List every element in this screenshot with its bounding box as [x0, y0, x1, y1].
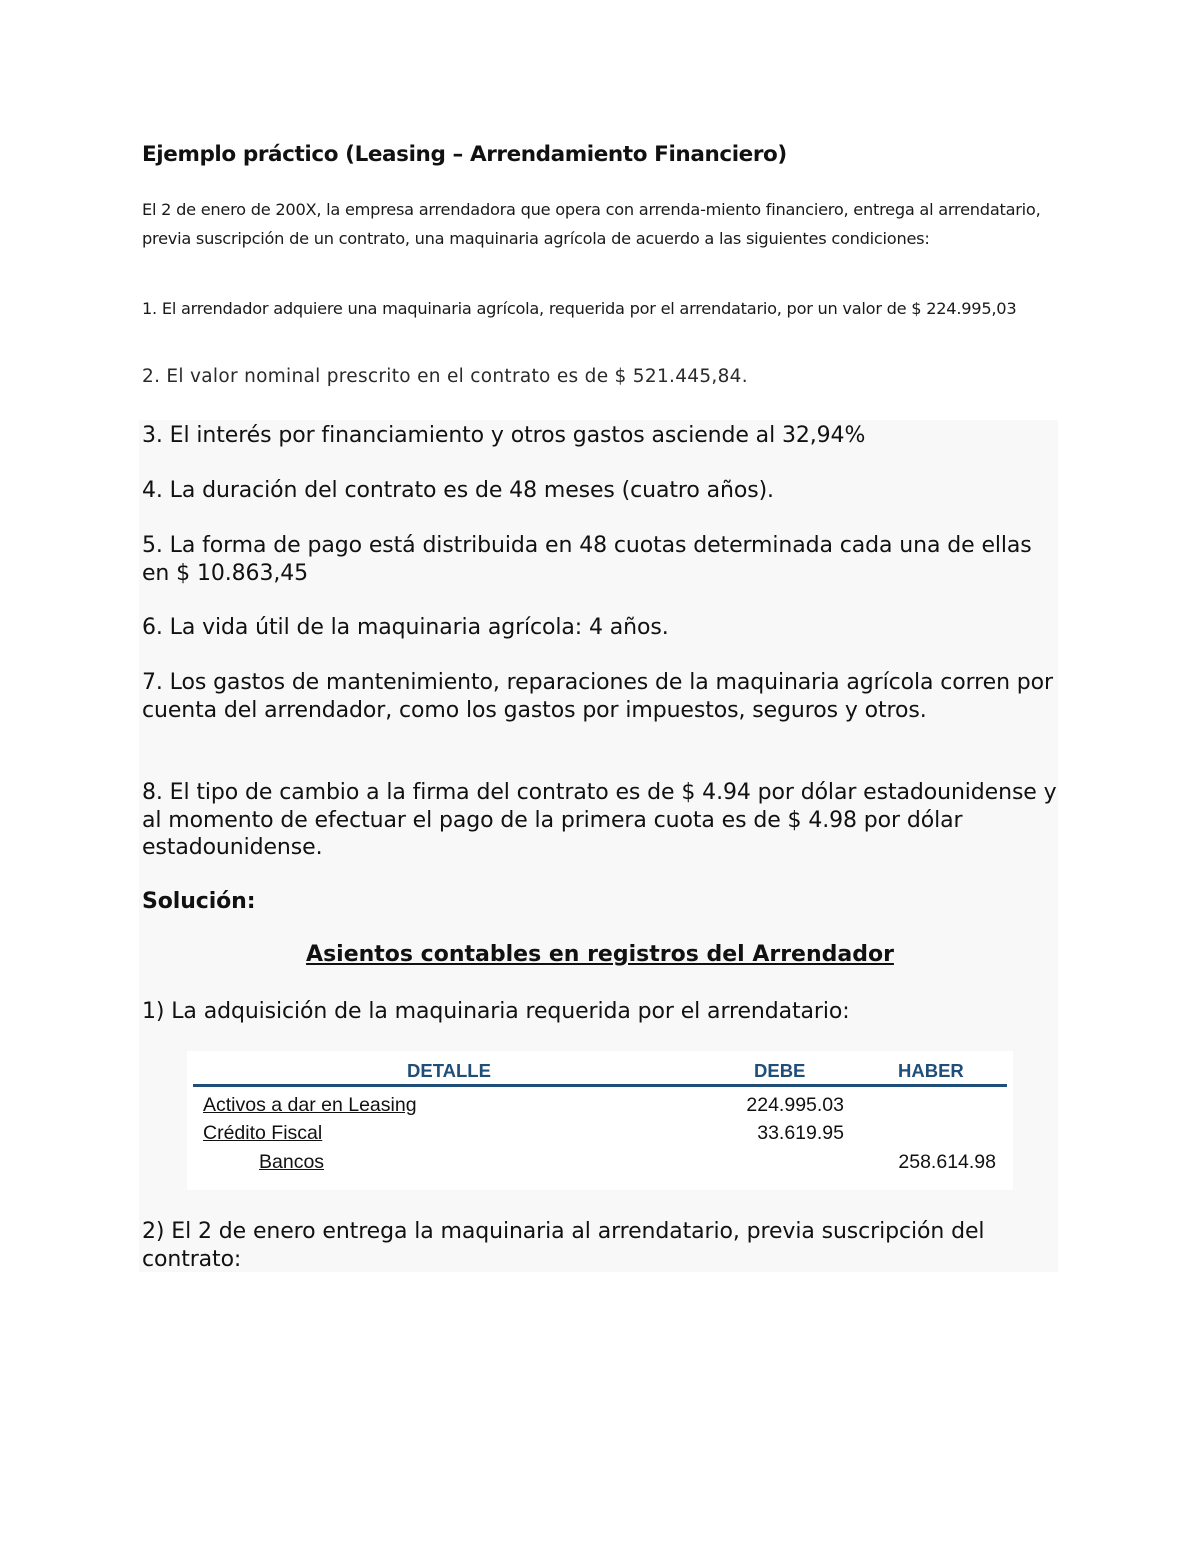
solution-label: Solución: [142, 889, 256, 914]
condition-7: 7. Los gastos de mantenimiento, reparaciones de la maquinaria agrícola corren por cuenta del arrendador, como los gastos por impuestos, seguros y otros. [142, 670, 1053, 723]
ledger-row-account: Activos a dar en Leasing [203, 1094, 417, 1116]
ledger-header-credit: HABER [898, 1060, 964, 1081]
condition-3: 3. El interés por financiamiento y otros gastos asciende al 32,94% [142, 423, 866, 448]
condition-5: 5. La forma de pago está distribuida en 48 cuotas determinada cada una de ellas en $ 10.863,45 [142, 533, 1032, 586]
ledger-row-account: Bancos [259, 1151, 325, 1173]
ledger-row-credit: 258.614.98 [898, 1151, 996, 1173]
step-2: 2) El 2 de enero entrega la maquinaria al arrendatario, previa suscripción del contrato: [142, 1219, 985, 1272]
condition-2: 2. El valor nominal prescrito en el contrato es de $ 521.445,84. [142, 366, 748, 387]
ledger-row-account: Crédito Fiscal [203, 1122, 323, 1144]
ledger-table [187, 1051, 1013, 1190]
ledger-header-detail: DETALLE [407, 1060, 491, 1081]
ledger-header-rule [193, 1084, 1007, 1087]
condition-1: 1. El arrendador adquiere una maquinaria agrícola, requerida por el arrendatario, por un valor de $ 224.995,03 [142, 299, 1017, 318]
ledger-row-debit: 33.619.95 [757, 1122, 844, 1144]
ledger-row-debit: 224.995.03 [746, 1094, 844, 1116]
document-title: Ejemplo práctico (Leasing – Arrendamiento Financiero) [142, 142, 787, 167]
step-1: 1) La adquisición de la maquinaria requerida por el arrendatario: [142, 999, 850, 1024]
condition-6: 6. La vida útil de la maquinaria agrícola: 4 años. [142, 615, 669, 640]
condition-4: 4. La duración del contrato es de 48 meses (cuatro años). [142, 478, 774, 503]
intro-paragraph: El 2 de enero de 200X, la empresa arrendadora que opera con arrenda-miento financiero, entrega al arrendatario, previa suscripción de un contrato, una maquinaria agrícola de acuerdo a las siguientes condiciones: [142, 200, 1041, 248]
ledger-header-debit: DEBE [754, 1060, 806, 1081]
condition-8: 8. El tipo de cambio a la firma del contrato es de $ 4.94 por dólar estadounidense y al momento de efectuar el pago de la primera cuota es de $ 4.98 por dólar estadounidense. [142, 780, 1057, 860]
section-heading: Asientos contables en registros del Arrendador [306, 942, 894, 967]
